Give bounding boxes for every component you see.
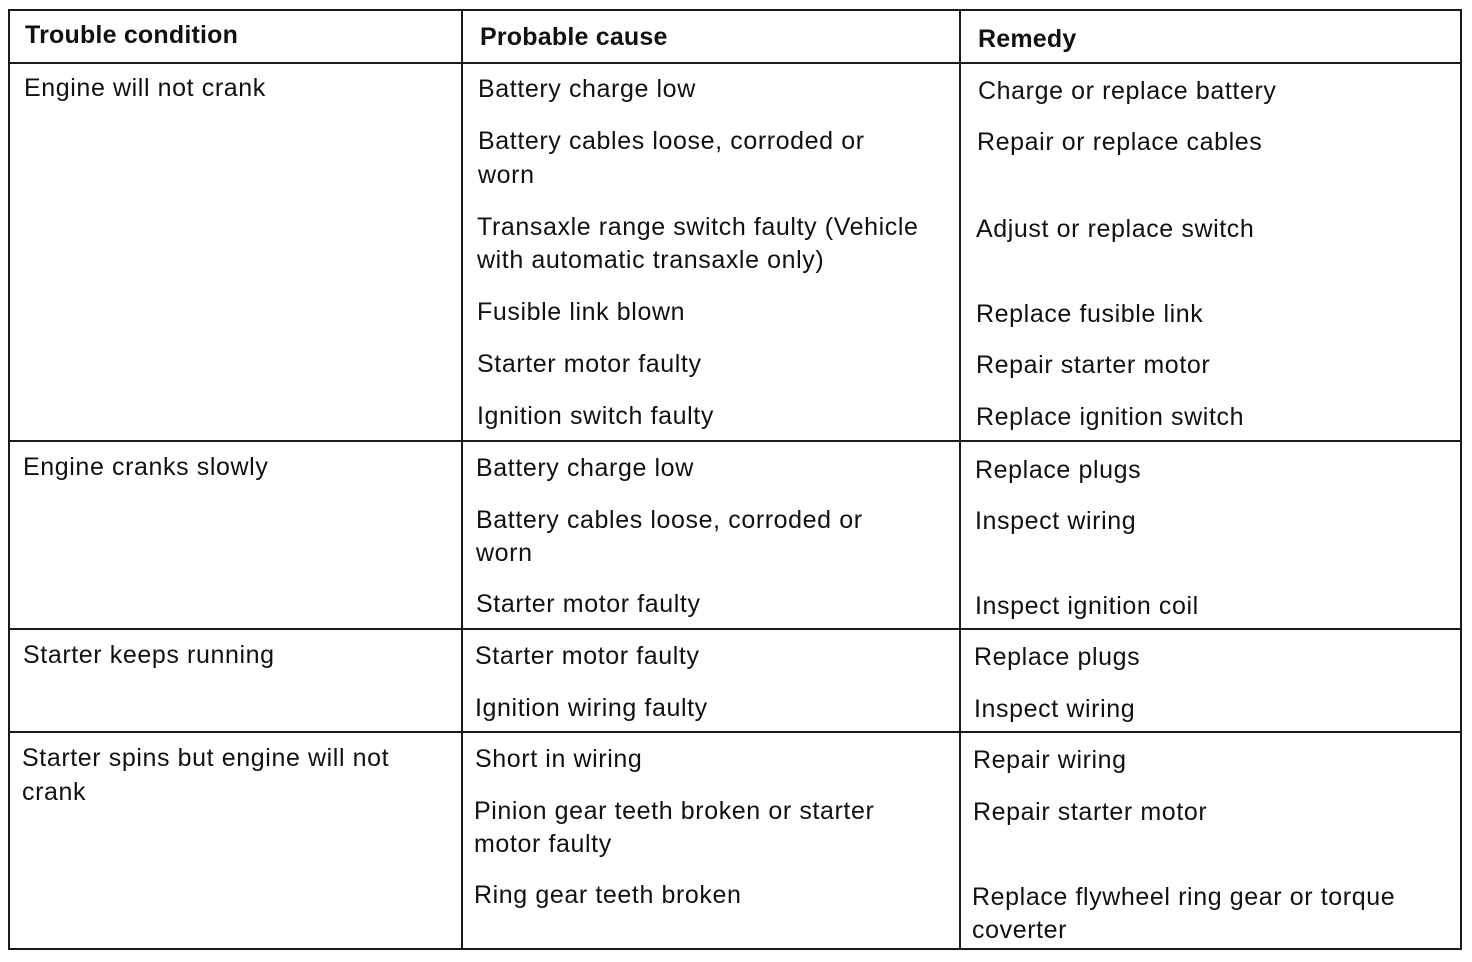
cause-cell: Pinion gear teeth broken or starter (474, 797, 875, 825)
troubleshooting-table (8, 9, 1462, 950)
remedy-cell: Inspect wiring (975, 507, 1137, 535)
cause-cell: Transaxle range switch faulty (Vehicle (477, 213, 919, 241)
cause-cell: Battery charge low (478, 75, 696, 103)
cause-cell: Ring gear teeth broken (474, 881, 742, 909)
remedy-cell: Adjust or replace switch (976, 215, 1255, 243)
cause-cell: Ignition wiring faulty (475, 694, 708, 722)
cause-cell: Starter motor faulty (475, 642, 700, 670)
remedy-cell: Charge or replace battery (978, 77, 1277, 105)
cause-cell: Starter motor faulty (476, 590, 701, 618)
remedy-cell: Inspect ignition coil (975, 592, 1199, 620)
cause-cell: Battery charge low (476, 454, 694, 482)
cause-cell: Battery cables loose, corroded or (478, 127, 865, 155)
header-trouble-condition: Trouble condition (25, 21, 239, 49)
cause-cell: Battery cables loose, corroded or (476, 506, 863, 534)
group-divider (10, 440, 1460, 442)
remedy-cell-cont: coverter (972, 916, 1068, 944)
cause-cell-cont: worn (478, 161, 535, 189)
cause-cell-cont: worn (476, 539, 533, 567)
column-divider (959, 11, 961, 948)
remedy-cell: Replace plugs (975, 456, 1142, 484)
condition-cell: Starter spins but engine will not (22, 744, 390, 772)
remedy-cell: Repair wiring (973, 746, 1127, 774)
header-remedy: Remedy (978, 25, 1077, 53)
remedy-cell: Replace fusible link (976, 300, 1204, 328)
cause-cell: Ignition switch faulty (477, 402, 714, 430)
remedy-cell: Replace flywheel ring gear or torque (972, 883, 1396, 911)
remedy-cell: Replace plugs (974, 643, 1141, 671)
condition-cell: Starter keeps running (23, 641, 275, 669)
remedy-cell: Inspect wiring (974, 695, 1136, 723)
header-divider (10, 62, 1460, 64)
cause-cell-cont: motor faulty (474, 830, 612, 858)
column-divider (461, 11, 463, 948)
cause-cell: Short in wiring (475, 745, 643, 773)
remedy-cell: Repair starter motor (976, 351, 1211, 379)
condition-cell-cont: crank (22, 778, 87, 806)
remedy-cell: Replace ignition switch (976, 403, 1245, 431)
group-divider (10, 628, 1460, 630)
cause-cell-cont: with automatic transaxle only) (477, 246, 825, 274)
group-divider (10, 731, 1460, 733)
condition-cell: Engine will not crank (24, 74, 266, 102)
cause-cell: Fusible link blown (477, 298, 686, 326)
remedy-cell: Repair starter motor (973, 798, 1208, 826)
condition-cell: Engine cranks slowly (23, 453, 269, 481)
header-probable-cause: Probable cause (480, 23, 668, 51)
cause-cell: Starter motor faulty (477, 350, 702, 378)
remedy-cell: Repair or replace cables (977, 128, 1263, 156)
